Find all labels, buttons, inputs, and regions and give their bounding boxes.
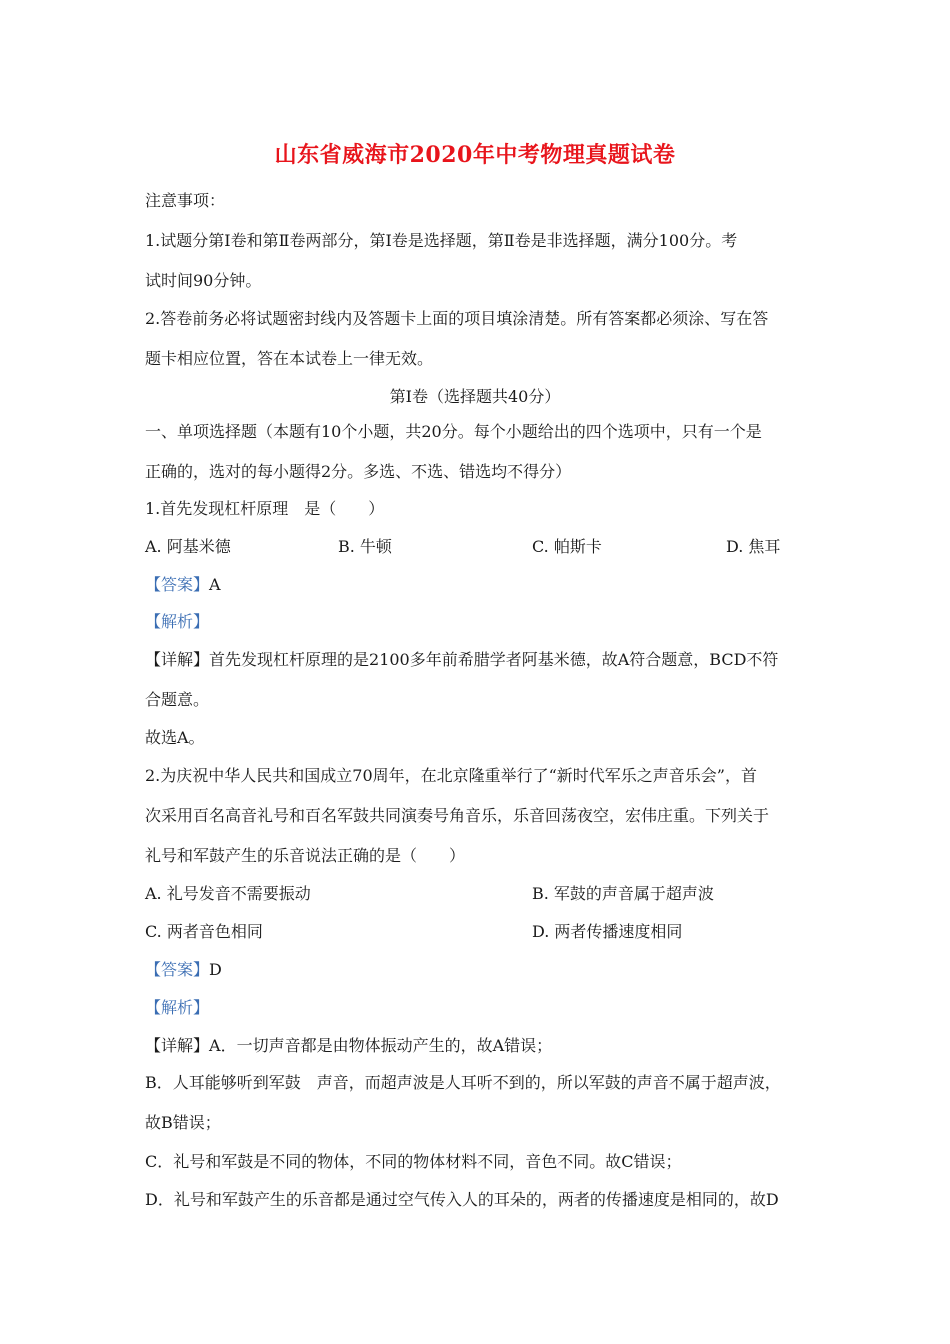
q2-stem-line-2: 次采用百名高音礼号和百名军鼓共同演奏号角音乐，乐音回荡夜空，宏伟庄重。下列关于 <box>145 806 770 825</box>
q1-detail-line-1 <box>145 649 778 671</box>
q1-option-a: A. 阿基米德 <box>145 537 231 556</box>
notice-2-line-1: 2.答卷前务必将试题密封线内及答题卡上面的项目填涂清楚。所有答案都必须涂、写在答 <box>145 309 769 328</box>
q1-stem: 1.首先发现杠杆原理 是（ ） <box>145 499 385 518</box>
q2-option-a: A. 礼号发音不需要振动 <box>145 884 311 903</box>
part1-line-2: 正确的，选对的每小题得2分。多选、不选、错选均不得分） <box>145 462 572 481</box>
q2-detail-b-line-2: 故B错误； <box>145 1113 221 1132</box>
q2-stem-line-3: 礼号和军鼓产生的乐音说法正确的是（ ） <box>145 846 466 865</box>
q1-analysis-tag: 【解析】 <box>145 612 210 631</box>
answer-value: D <box>209 960 222 979</box>
q2-option-b: B. 军鼓的声音属于超声波 <box>532 884 714 903</box>
detail-tag: 【详解】 <box>145 650 210 669</box>
q1-answer <box>145 574 221 596</box>
q1-conclusion: 故选A。 <box>145 728 205 747</box>
notice-2-line-2: 题卡相应位置，答在本试卷上一律无效。 <box>145 349 434 368</box>
answer-tag: 【答案】 <box>145 960 210 979</box>
q1-option-d: D. 焦耳 <box>726 537 781 556</box>
q1-detail-line-2: 合题意。 <box>145 690 210 709</box>
answer-tag: 【答案】 <box>145 575 210 594</box>
q1-option-b: B. 牛顿 <box>338 537 392 556</box>
q2-detail-c: C．礼号和军鼓是不同的物体，不同的物体材料不同，音色不同。故C错误； <box>145 1152 682 1171</box>
notice-1-line-1: 1.试题分第Ⅰ卷和第Ⅱ卷两部分，第Ⅰ卷是选择题，第Ⅱ卷是非选择题，满分100分。考 <box>145 231 738 250</box>
part1-line-1: 一、单项选择题（本题有10个小题，共20分。每个小题给出的四个选项中，只有一个是 <box>145 422 762 441</box>
detail-text: 首先发现杠杆原理的是2100多年前希腊学者阿基米德，故A符合题意，BCD不符 <box>209 650 779 669</box>
q2-detail-b-line-1: B．人耳能够听到军鼓 声音，而超声波是人耳听不到的，所以军鼓的声音不属于超声波， <box>145 1073 781 1092</box>
notice-1-line-2: 试时间90分钟。 <box>145 271 262 290</box>
notice-heading: 注意事项： <box>145 191 226 210</box>
detail-tag: 【详解】 <box>145 1036 210 1055</box>
q2-stem-line-1: 2.为庆祝中华人民共和国成立70周年，在北京隆重举行了“新时代军乐之声音乐会”，首 <box>145 766 757 785</box>
q2-option-d: D. 两者传播速度相同 <box>532 922 683 941</box>
detail-text: A．一切声音都是由物体振动产生的，故A错误； <box>209 1036 553 1055</box>
answer-value: A <box>209 575 221 594</box>
q2-analysis-tag: 【解析】 <box>145 998 210 1017</box>
q2-answer <box>145 959 222 981</box>
q2-detail-d: D．礼号和军鼓产生的乐音都是通过空气传入人的耳朵的，两者的传播速度是相同的，故D <box>145 1190 779 1209</box>
q1-option-c: C. 帕斯卡 <box>532 537 602 556</box>
page-title: 山东省威海市2020年中考物理真题试卷 <box>274 142 676 168</box>
q2-option-c: C. 两者音色相同 <box>145 922 263 941</box>
q2-detail-a <box>145 1035 552 1057</box>
section-title: 第Ⅰ卷（选择题共40分） <box>389 387 561 406</box>
